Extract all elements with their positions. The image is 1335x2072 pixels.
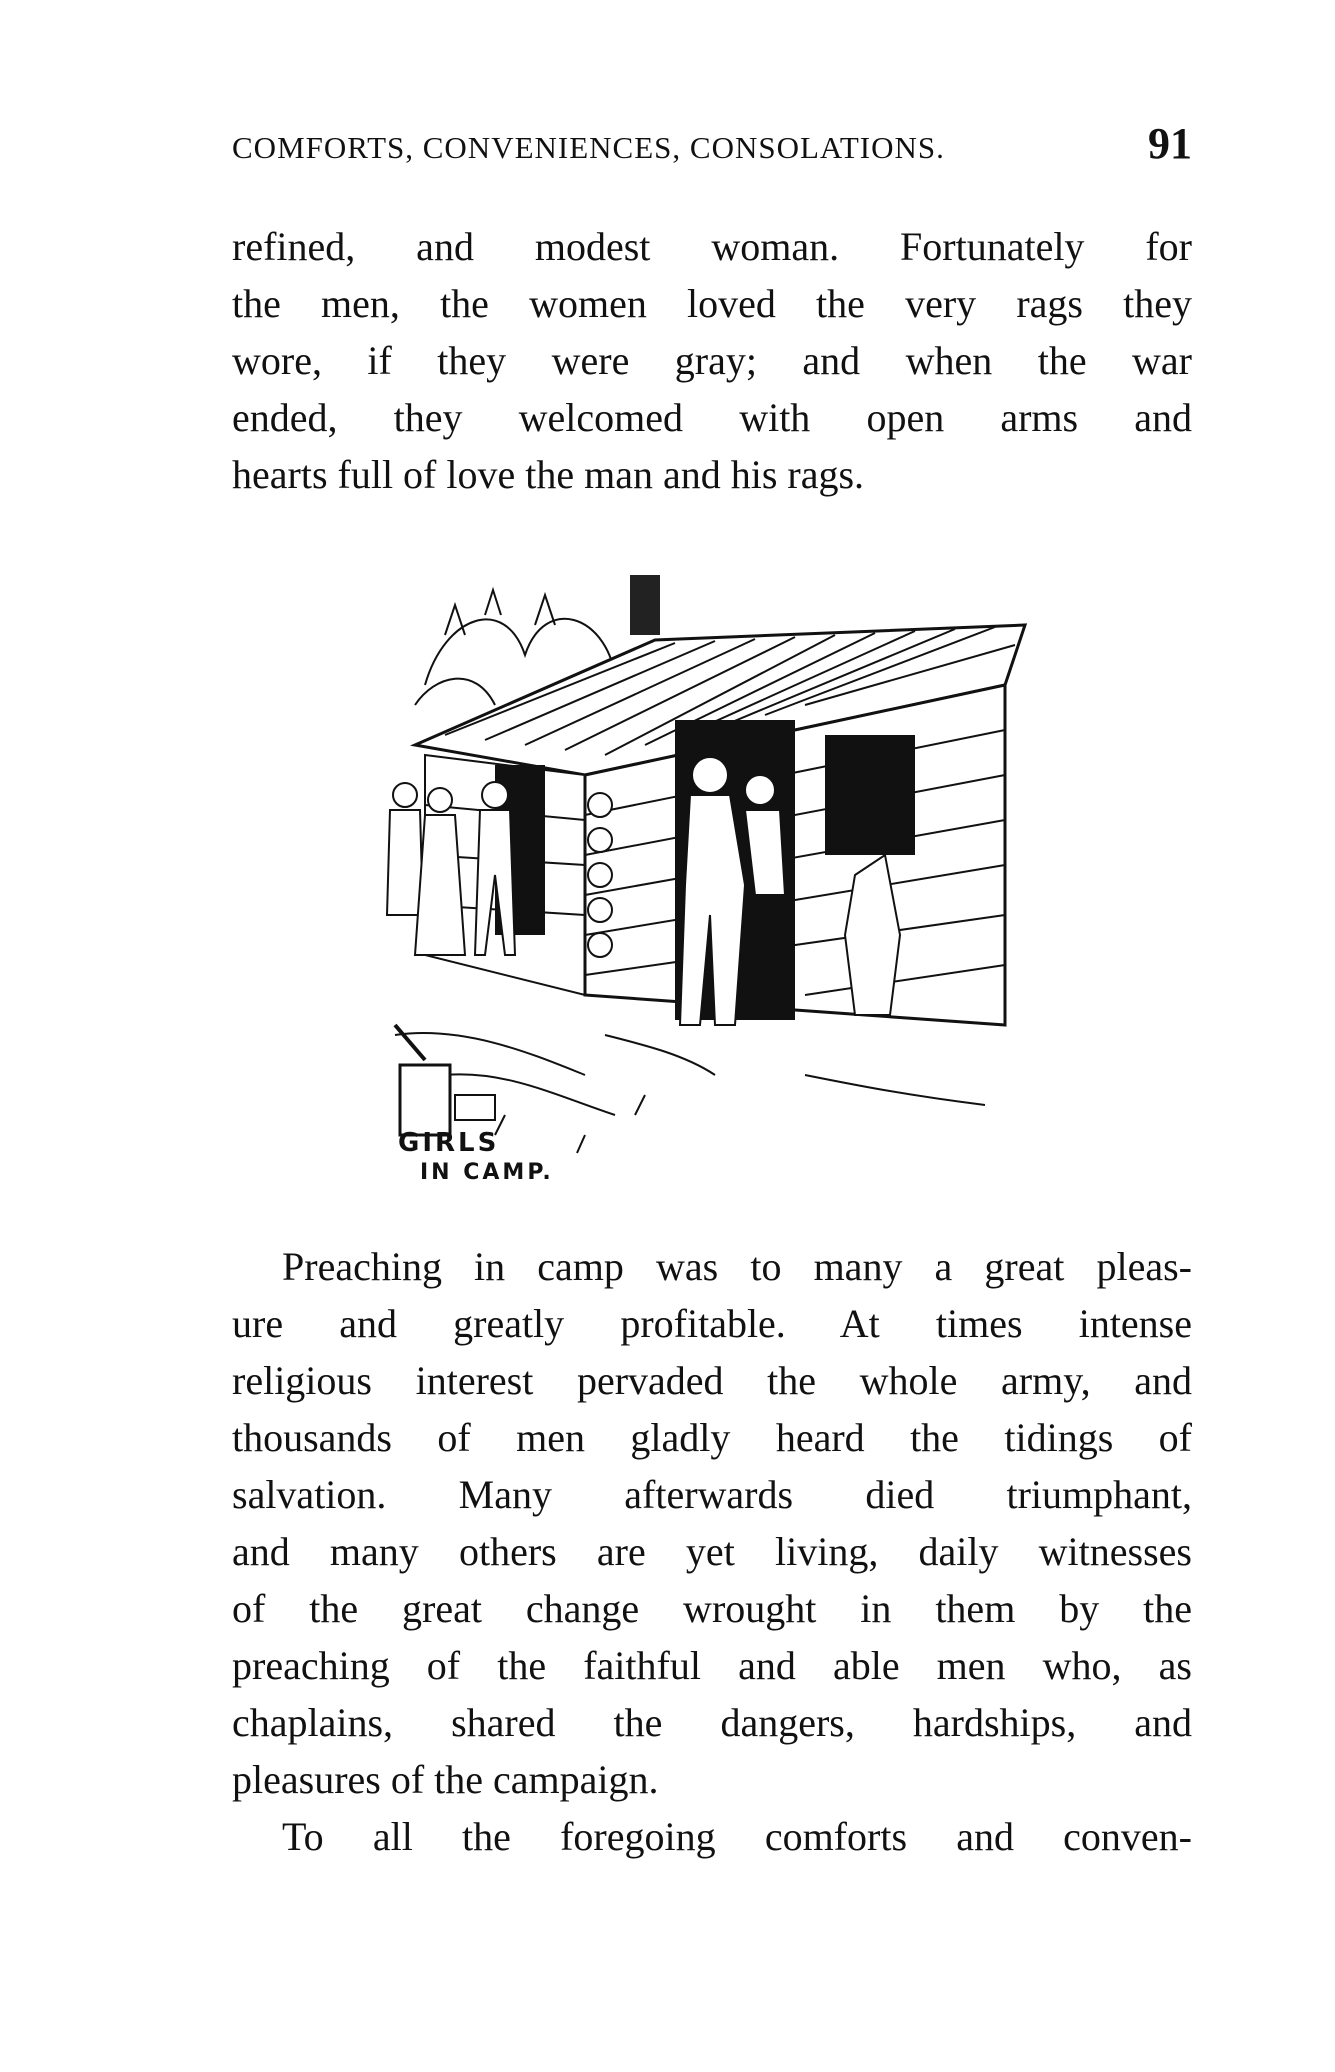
page-number: 91 [1148,119,1192,168]
text-line: refined, and modest woman. Fortunately for [232,224,1192,269]
text-line: ended, they welcomed with open arms and [232,395,1192,440]
text-line: and many others are yet living, daily witnesses [232,1529,1192,1574]
running-title: COMFORTS, CONVENIENCES, CONSOLATIONS. [232,130,945,165]
text-line: religious interest pervaded the whole army, and [232,1358,1192,1403]
text-line: of the great change wrought in them by the [232,1586,1192,1631]
caption-line-2: IN CAMP. [420,1160,554,1185]
caption-line-1: GIRLS [398,1128,500,1158]
text-line: thousands of men gladly heard the tidings of [232,1415,1192,1460]
text-line: preaching of the faithful and able men who, as [232,1643,1192,1688]
figure-caption [398,1128,554,1188]
text-line: pleasures of the campaign. [232,1757,659,1802]
paragraph-1 [232,218,1192,503]
page-header [232,118,1192,198]
paragraph-3 [232,1808,1192,1865]
paragraph-2 [232,1238,1192,1808]
text-line: the men, the women loved the very rags they [232,281,1192,326]
cabin-drawing [385,555,1055,1175]
text-line: wore, if they were gray; and when the war [232,338,1192,383]
text-line: ure and greatly profitable. At times intense [232,1301,1192,1346]
text-line: chaplains, shared the dangers, hardships, and [232,1700,1192,1745]
text-line: salvation. Many afterwards died triumphant, [232,1472,1192,1517]
text-line: hearts full of love the man and his rags. [232,452,865,497]
text-line: To all the foregoing comforts and conven- [282,1814,1192,1859]
text-line: Preaching in camp was to many a great pleas- [282,1244,1192,1289]
camp-illustration [385,555,1055,1175]
